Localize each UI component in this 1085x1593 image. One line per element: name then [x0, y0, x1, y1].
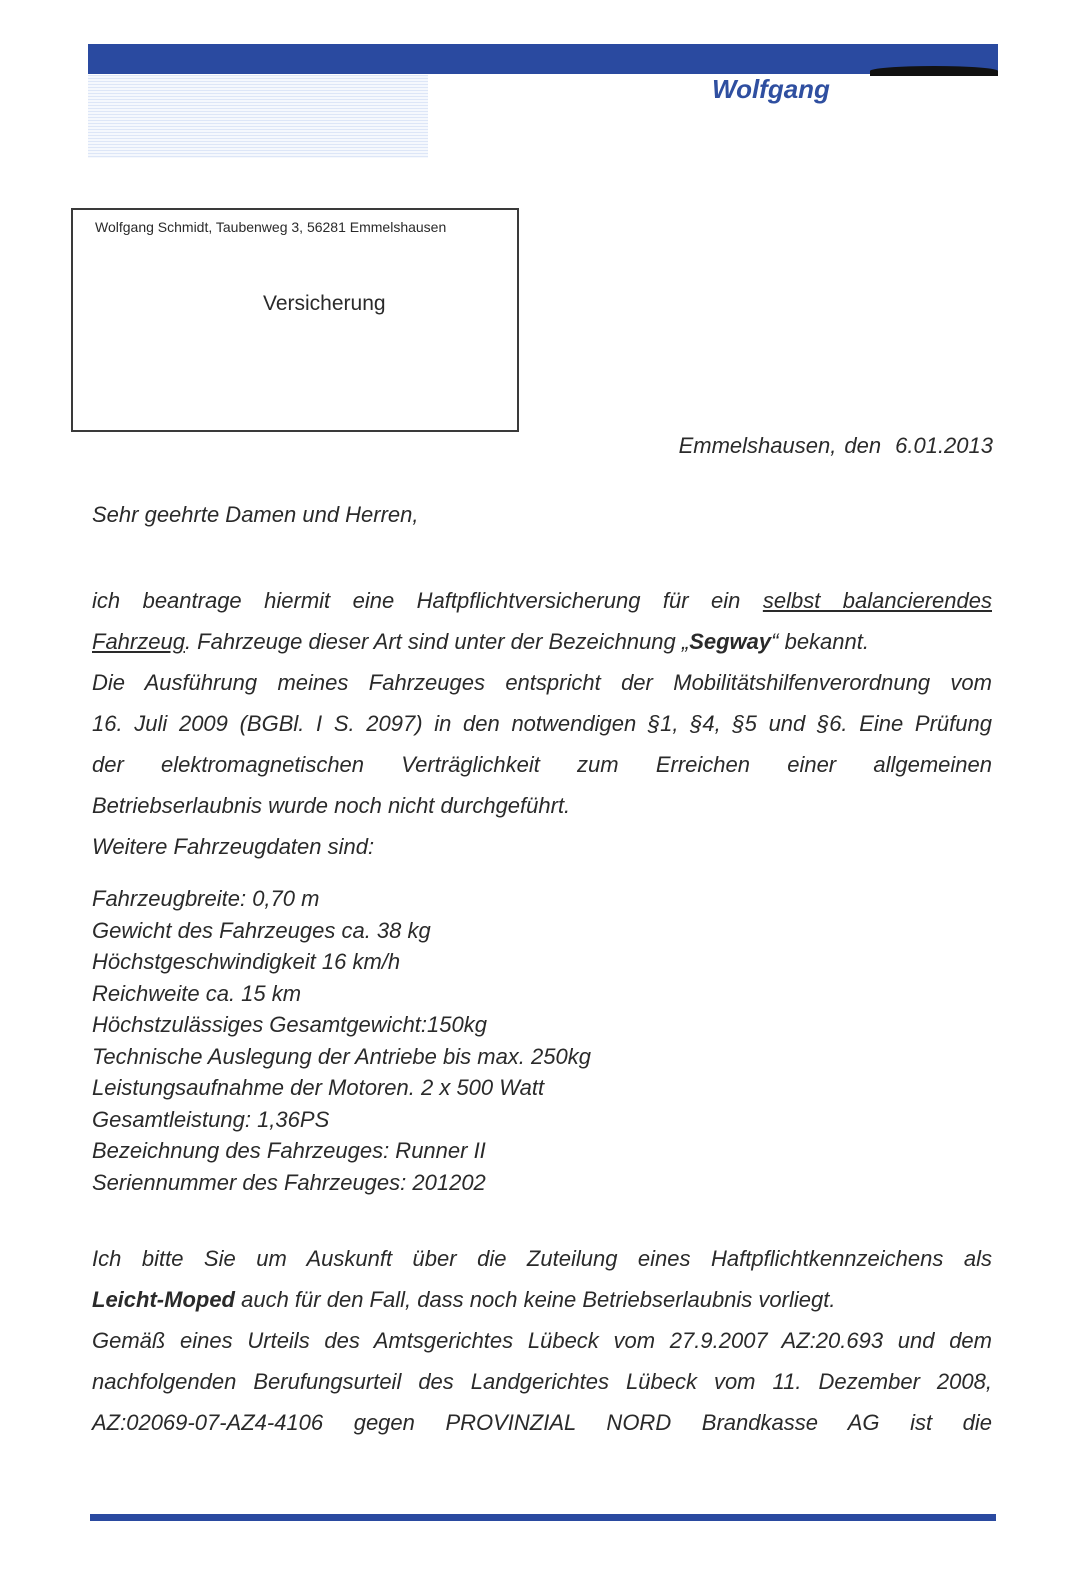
paragraph-line: Die Ausführung meines Fahrzeuges entspricht der Mobilitätshilfenverordnung vom — [92, 670, 992, 695]
bold-text: Leicht-Moped — [92, 1287, 235, 1312]
header-pattern — [88, 75, 428, 158]
letterhead-name: Wolfgang — [712, 74, 830, 104]
address-window — [71, 208, 519, 432]
underlined-text: selbst balancierendes — [762, 588, 992, 613]
vehicle-data-item: Bezeichnung des Fahrzeuges: Runner II — [92, 1138, 486, 1163]
redaction-mark — [870, 66, 998, 76]
paragraph-line: Ich bitte Sie um Auskunft über die Zuteilung eines Haftpflichtkennzeichens als — [92, 1246, 992, 1271]
header-bar — [88, 44, 998, 74]
paragraph-line: ich beantrage hiermit eine Haftpflichtversicherung für ein selbst balancierendes — [92, 588, 992, 613]
sender-line: Wolfgang Schmidt, Taubenweg 3, 56281 Emmelshausen — [95, 219, 447, 235]
vehicle-data-item: Gewicht des Fahrzeuges ca. 38 kg — [92, 917, 431, 943]
vehicle-data-item: Höchstgeschwindigkeit 16 km/h — [92, 949, 401, 974]
paragraph-1 — [92, 580, 992, 867]
date-place: Emmelshausen, den — [678, 433, 882, 458]
paragraph-line: nachfolgenden Berufungsurteil des Landgerichtes Lübeck vom 11. Dezember 2008, — [92, 1369, 992, 1394]
paragraph-line: Fahrzeug. Fahrzeuge dieser Art sind unter der Bezeichnung „Segway“ bekannt. — [92, 629, 869, 654]
vehicle-data-list — [92, 883, 591, 1198]
vehicle-data-item: Leistungsaufnahme der Motoren. 2 x 500 Watt — [92, 1075, 545, 1100]
paragraph-line: AZ:02069-07-AZ4-4106 gegen PROVINZIAL NORD Brandkasse AG ist die — [92, 1410, 992, 1435]
date-line — [679, 433, 993, 459]
date-value: 6.01.2013 — [895, 433, 993, 458]
vehicle-data-item: Fahrzeugbreite: 0,70 m — [92, 886, 320, 911]
vehicle-data-item: Reichweite ca. 15 km — [92, 980, 302, 1006]
vehicle-data-item: Höchstzulässiges Gesamtgewicht:150kg — [92, 1012, 487, 1037]
paragraph-line: Leicht-Moped auch für den Fall, dass noch keine Betriebserlaubnis vorliegt. — [92, 1287, 836, 1312]
recipient: Versicherung — [263, 292, 386, 315]
paragraph-2 — [92, 1238, 992, 1443]
vehicle-data-item: Seriennummer des Fahrzeuges: 201202 — [92, 1169, 486, 1195]
footer-bar — [90, 1514, 996, 1521]
paragraph-line: Gemäß eines Urteils des Amtsgerichtes Lübeck vom 27.9.2007 AZ:20.693 und dem — [92, 1328, 992, 1353]
bold-text: Segway — [689, 629, 772, 654]
paragraph-line: Betriebserlaubnis wurde noch nicht durchgeführt. — [92, 793, 571, 818]
paragraph-line: 16. Juli 2009 (BGBl. I S. 2097) in den notwendigen §1, §4, §5 und §6. Eine Prüfung — [92, 711, 992, 736]
greeting: Sehr geehrte Damen und Herren, — [92, 502, 419, 527]
paragraph-line: Weitere Fahrzeugdaten sind: — [92, 834, 375, 859]
vehicle-data-item: Technische Auslegung der Antriebe bis max. 250kg — [92, 1043, 591, 1069]
vehicle-data-item: Gesamtleistung: 1,36PS — [92, 1106, 330, 1132]
underlined-text: Fahrzeug — [92, 629, 185, 654]
paragraph-line: der elektromagnetischen Verträglichkeit zum Erreichen einer allgemeinen — [92, 752, 992, 777]
